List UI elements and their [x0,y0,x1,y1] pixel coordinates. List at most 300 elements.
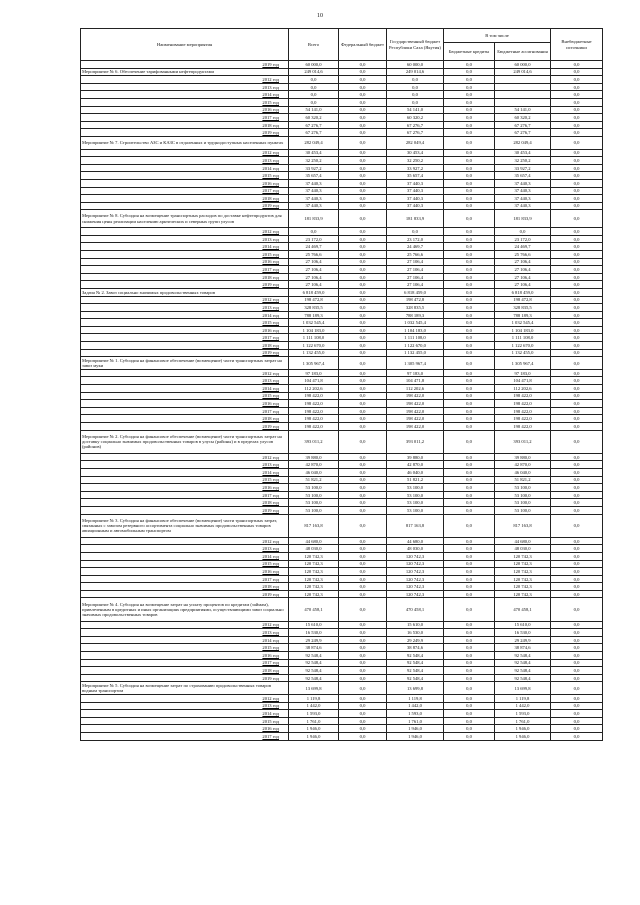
value-cell: 393 011,2 [387,430,444,453]
value-cell: 0,0 [339,195,387,203]
item-name-cell: Мероприятие № 6. Обеспечение тарифованными нефтепродуктами [81,68,289,76]
value-cell: 0,0 [551,228,603,236]
value-cell: 27 106,4 [289,281,339,289]
value-cell: 53 100,0 [495,484,551,492]
value-cell: 104 471,8 [495,377,551,385]
value-cell: 51 821,2 [289,476,339,484]
header-total: Всего [289,29,339,61]
value-cell: 0,0 [444,349,495,357]
value-cell: 67 276,7 [289,129,339,137]
value-cell: 0,0 [339,629,387,637]
value-cell: 0,0 [551,210,603,228]
value-cell: 48 030,0 [387,545,444,553]
value-cell: 0,0 [339,717,387,725]
value-cell: 0,0 [551,342,603,350]
value-cell: 0,0 [444,68,495,76]
table-row-item [81,136,603,149]
table-row-year [81,407,603,415]
value-cell: 0,0 [339,575,387,583]
value-cell: 0,0 [444,157,495,165]
value-cell: 0,0 [444,652,495,660]
value-cell: 1 761,0 [495,717,551,725]
value-cell: 104 471,8 [387,377,444,385]
value-cell: 198 422,0 [387,415,444,423]
value-cell: 0,0 [444,377,495,385]
value-cell: 42 870,0 [387,461,444,469]
year-cell: 2014 год [81,552,289,560]
value-cell: 1 946,0 [495,725,551,733]
value-cell: 0,0 [387,98,444,106]
value-cell: 0,0 [551,83,603,91]
value-cell: 15 610,0 [387,621,444,629]
value-cell: 97 183,0 [387,369,444,377]
table-row-year [81,250,603,258]
value-cell: 92 548,4 [387,659,444,667]
value-cell: 393 011,2 [289,430,339,453]
value-cell: 0,0 [339,296,387,304]
value-cell: 0,0 [339,552,387,560]
value-cell: 0,0 [444,250,495,258]
year-cell: 2016 год [81,179,289,187]
value-cell: 470 458,1 [387,598,444,621]
value-cell: 1 305 967,4 [387,357,444,370]
value-cell: 0,0 [444,725,495,733]
value-cell: 198 422,0 [495,423,551,431]
value-cell: 37 440,3 [495,202,551,210]
header-federal: Федеральный бюджет [339,29,387,61]
value-cell: 0,0 [444,491,495,499]
year-cell: 2017 год [81,334,289,342]
value-cell: 0,0 [444,674,495,682]
table-row-year [81,98,603,106]
year-cell: 2019 год [81,281,289,289]
table-row-year [81,545,603,553]
value-cell: 44 680,0 [495,537,551,545]
value-cell: 0,0 [444,506,495,514]
value-cell: 0,0 [551,349,603,357]
table-row-year [81,149,603,157]
value-cell: 0,0 [444,468,495,476]
value-cell: 198 422,0 [289,423,339,431]
value-cell: 0,0 [339,476,387,484]
value-cell: 0,0 [551,98,603,106]
value-cell: 23 172,0 [289,235,339,243]
table-row-year [81,349,603,357]
value-cell: 0,0 [444,304,495,312]
table-row-year [81,129,603,137]
value-cell: 0,0 [444,98,495,106]
value-cell: 0,0 [444,598,495,621]
value-cell: 60 000,0 [289,61,339,69]
value-cell: 198 422,0 [387,423,444,431]
table-row-item [81,210,603,228]
table-row-year [81,583,603,591]
value-cell: 51 821,2 [387,476,444,484]
value-cell: 53 100,0 [289,484,339,492]
value-cell: 0,0 [444,326,495,334]
value-cell: 0,0 [339,430,387,453]
value-cell: 0,0 [339,334,387,342]
table-row-item [81,430,603,453]
value-cell: 198 422,0 [495,415,551,423]
page-number: 10 [317,13,323,19]
table-row-year [81,61,603,69]
value-cell: 0,0 [444,621,495,629]
value-cell: 0,0 [339,491,387,499]
value-cell: 32 250,2 [387,157,444,165]
table-row-year [81,157,603,165]
value-cell: 0,0 [289,98,339,106]
value-cell: 0,0 [444,476,495,484]
value-cell: 0,0 [339,68,387,76]
value-cell [495,83,551,91]
value-cell: 0,0 [551,68,603,76]
year-cell: 2017 год [81,575,289,583]
value-cell: 0,0 [444,172,495,180]
value-cell: 97 183,0 [289,369,339,377]
table-row-year [81,121,603,129]
value-cell: 0,0 [551,506,603,514]
value-cell: 0,0 [551,407,603,415]
value-cell: 0,0 [551,281,603,289]
value-cell: 0,0 [551,121,603,129]
year-cell: 2012 год [81,695,289,703]
value-cell: 25 766,6 [387,250,444,258]
value-cell: 198 472,8 [387,296,444,304]
value-cell: 0,0 [444,187,495,195]
table-row-year [81,552,603,560]
value-cell: 37 440,3 [495,179,551,187]
value-cell: 0,0 [551,326,603,334]
value-cell: 0,0 [444,710,495,718]
table-row-year [81,385,603,393]
value-cell: 46 040,0 [387,468,444,476]
value-cell: 23 172,0 [387,235,444,243]
value-cell: 0,0 [551,484,603,492]
value-cell: 1 593,0 [289,710,339,718]
value-cell: 120 742,3 [387,552,444,560]
value-cell: 0,0 [339,369,387,377]
value-cell: 0,0 [444,121,495,129]
header-name: Наименование мероприятия [81,29,289,61]
value-cell: 53 100,0 [495,506,551,514]
table-row-year [81,187,603,195]
year-cell: 2014 год [81,385,289,393]
value-cell: 181 833,9 [495,210,551,228]
value-cell: 0,0 [339,499,387,507]
value-cell: 0,0 [444,369,495,377]
value-cell: 37 440,3 [387,179,444,187]
table-row-item [81,68,603,76]
value-cell: 92 548,4 [495,659,551,667]
header-credit: Бюджетные кредиты [444,43,495,61]
value-cell: 0,0 [444,423,495,431]
value-cell: 92 548,4 [289,667,339,675]
value-cell: 0,0 [551,583,603,591]
value-cell: 0,0 [339,621,387,629]
value-cell: 1 442,0 [387,702,444,710]
value-cell: 0,0 [444,235,495,243]
value-cell: 44 680,0 [387,537,444,545]
table-row-item [81,357,603,370]
item-name-cell: Мероприятие № 1. Субсидия на финансовое обеспечение (возмещение) части транспортных затрат на завоз муки [81,357,289,370]
value-cell: 0,0 [339,545,387,553]
value-cell: 1 305 967,4 [289,357,339,370]
table-row-year [81,575,603,583]
value-cell: 39 880,0 [387,453,444,461]
value-cell: 0,0 [339,187,387,195]
value-cell: 0,0 [444,76,495,84]
value-cell: 1 032 545,4 [495,319,551,327]
table-row-year [81,392,603,400]
value-cell: 30 453,4 [289,149,339,157]
year-cell: 2015 год [81,717,289,725]
value-cell: 53 100,0 [289,491,339,499]
value-cell: 67 276,7 [495,129,551,137]
year-cell: 2014 год [81,636,289,644]
table-row-year [81,725,603,733]
value-cell: 112 202,6 [495,385,551,393]
table-row-year [81,228,603,236]
table-row-year [81,674,603,682]
value-cell: 0,0 [444,732,495,740]
value-cell: 0,0 [444,281,495,289]
value-cell: 120 742,3 [387,575,444,583]
value-cell: 1 122 670,0 [289,342,339,350]
value-cell: 788 189,3 [387,311,444,319]
table-row-item [81,514,603,537]
value-cell: 0,0 [444,164,495,172]
value-cell: 29 249,9 [495,636,551,644]
value-cell: 29 249,9 [289,636,339,644]
value-cell: 0,0 [444,228,495,236]
value-cell: 37 440,3 [289,195,339,203]
value-cell: 112 202,6 [387,385,444,393]
item-name-cell: Мероприятие № 2. Субсидия на финансовое обеспечение (возмещение) части транспортных затрат на доставку социально значимых продовольственных товаров в улусы (районы) и в пределах улусов (районов) [81,430,289,453]
value-cell: 0,0 [339,164,387,172]
value-cell: 32 250,2 [289,157,339,165]
value-cell: 0,0 [289,83,339,91]
value-cell: 37 440,3 [387,187,444,195]
value-cell: 54 141,0 [495,106,551,114]
value-cell: 0,0 [551,179,603,187]
value-cell: 1 132 455,0 [387,349,444,357]
year-cell: 2016 год [81,400,289,408]
value-cell: 198 472,8 [289,296,339,304]
year-cell: 2014 год [81,91,289,99]
value-cell: 0,0 [339,659,387,667]
table-row-year [81,273,603,281]
value-cell: 38 874,6 [495,644,551,652]
year-cell: 2013 год [81,629,289,637]
value-cell: 0,0 [551,235,603,243]
value-cell: 0,0 [551,385,603,393]
value-cell: 788 189,3 [495,311,551,319]
table-row-year [81,342,603,350]
value-cell: 120 742,3 [495,552,551,560]
value-cell: 0,0 [339,415,387,423]
value-cell: 27 106,4 [289,273,339,281]
year-cell: 2013 год [81,461,289,469]
value-cell: 0,0 [444,695,495,703]
table-row-item [81,598,603,621]
value-cell: 0,0 [551,702,603,710]
value-cell: 0,0 [339,266,387,274]
value-cell: 1 111 108,0 [495,334,551,342]
value-cell: 24 469,7 [387,243,444,251]
value-cell: 120 742,3 [387,560,444,568]
value-cell: 1 593,0 [387,710,444,718]
value-cell: 53 100,0 [387,506,444,514]
value-cell: 0,0 [339,273,387,281]
value-cell: 33 927,2 [387,164,444,172]
value-cell: 13 699,8 [495,682,551,695]
year-cell: 2013 год [81,157,289,165]
value-cell: 0,0 [387,228,444,236]
value-cell: 51 821,2 [495,476,551,484]
item-name-cell: Мероприятие № 3. Субсидия на финансовое обеспечение (возмещение) части транспортных затрат, связанных с завозом резервного ассортимента социально значимых продовольственных товаров авиационным и автомобильным транспортом [81,514,289,537]
table-row-year [81,590,603,598]
table-row-year [81,83,603,91]
value-cell: 0,0 [551,357,603,370]
value-cell: 470 458,1 [289,598,339,621]
value-cell: 0,0 [551,415,603,423]
value-cell: 0,0 [551,552,603,560]
value-cell: 0,0 [444,560,495,568]
value-cell: 0,0 [551,400,603,408]
value-cell: 0,0 [551,334,603,342]
value-cell: 249 014,6 [289,68,339,76]
value-cell [495,91,551,99]
year-cell: 2019 год [81,349,289,357]
value-cell: 120 742,3 [495,560,551,568]
value-cell: 0,0 [339,304,387,312]
value-cell: 0,0 [444,430,495,453]
value-cell: 30 453,4 [387,149,444,157]
value-cell: 27 106,4 [495,281,551,289]
table-row-year [81,667,603,675]
value-cell: 0,0 [339,106,387,114]
value-cell: 0,0 [339,644,387,652]
table-row-year [81,461,603,469]
value-cell: 0,0 [339,468,387,476]
value-cell: 0,0 [339,377,387,385]
value-cell: 6 818 459,0 [387,288,444,296]
value-cell: 0,0 [551,288,603,296]
year-cell: 2019 год [81,202,289,210]
value-cell: 0,0 [387,83,444,91]
value-cell: 198 422,0 [495,407,551,415]
value-cell: 0,0 [495,228,551,236]
year-cell: 2017 год [81,407,289,415]
item-name-cell: Мероприятие № 7. Строительство АЗС и КАЗС в отдаленных и труднодоступных населенных пунктах [81,136,289,149]
value-cell: 0,0 [444,258,495,266]
year-cell: 2017 год [81,187,289,195]
value-cell: 0,0 [339,568,387,576]
year-cell: 2013 год [81,545,289,553]
value-cell: 198 422,0 [289,415,339,423]
year-cell: 2014 год [81,243,289,251]
value-cell: 1 122 670,0 [387,342,444,350]
value-cell: 328 835,5 [387,304,444,312]
value-cell: 0,0 [444,210,495,228]
value-cell: 1 761,0 [387,717,444,725]
value-cell: 0,0 [339,179,387,187]
header-state: Государственный бюджет Республики Саха (Якутия) [387,29,444,61]
year-cell: 2016 год [81,652,289,660]
value-cell: 0,0 [444,61,495,69]
year-cell: 2012 год [81,149,289,157]
table-row-year [81,652,603,660]
table-row-year [81,506,603,514]
table-row-year [81,195,603,203]
value-cell: 27 106,4 [495,258,551,266]
value-cell: 0,0 [551,243,603,251]
value-cell: 0,0 [339,514,387,537]
year-cell: 2018 год [81,499,289,507]
value-cell: 282 049,4 [495,136,551,149]
value-cell: 0,0 [339,537,387,545]
year-cell: 2014 год [81,710,289,718]
value-cell: 0,0 [551,164,603,172]
value-cell: 0,0 [444,514,495,537]
table-row-year [81,296,603,304]
value-cell: 35 657,4 [289,172,339,180]
value-cell: 0,0 [444,415,495,423]
item-name-cell: Мероприятие № 8. Субсидия на возмещение транспортных расходов по доставке нефтепродуктов для снижения цены реализации населению арктических и северных групп улусов [81,210,289,228]
value-cell: 0,0 [339,392,387,400]
year-cell: 2013 год [81,702,289,710]
value-cell: 0,0 [444,702,495,710]
table-row-year [81,702,603,710]
value-cell: 37 440,3 [387,195,444,203]
value-cell: 0,0 [444,453,495,461]
value-cell: 0,0 [444,461,495,469]
table-row-year [81,484,603,492]
value-cell: 0,0 [444,179,495,187]
year-cell: 2013 год [81,83,289,91]
table-row-year [81,423,603,431]
value-cell: 0,0 [339,484,387,492]
value-cell: 0,0 [551,187,603,195]
value-cell: 1 132 455,0 [495,349,551,357]
value-cell: 92 548,4 [387,667,444,675]
value-cell: 0,0 [444,590,495,598]
value-cell: 33 927,2 [289,164,339,172]
year-cell: 2013 год [81,304,289,312]
year-cell: 2014 год [81,311,289,319]
year-cell: 2016 год [81,326,289,334]
value-cell: 60 320,2 [495,114,551,122]
value-cell: 67 276,7 [289,121,339,129]
year-cell: 2019 год [81,129,289,137]
value-cell: 120 742,3 [387,583,444,591]
value-cell: 0,0 [444,334,495,342]
value-cell [495,98,551,106]
value-cell: 27 106,4 [289,258,339,266]
value-cell: 27 106,4 [387,266,444,274]
table-row-year [81,164,603,172]
value-cell: 0,0 [339,210,387,228]
value-cell: 0,0 [444,682,495,695]
value-cell: 0,0 [551,560,603,568]
value-cell: 0,0 [339,172,387,180]
value-cell: 32 250,2 [495,157,551,165]
table-row-year [81,636,603,644]
value-cell: 1 119,8 [387,695,444,703]
year-cell: 2014 год [81,468,289,476]
year-cell: 2017 год [81,732,289,740]
